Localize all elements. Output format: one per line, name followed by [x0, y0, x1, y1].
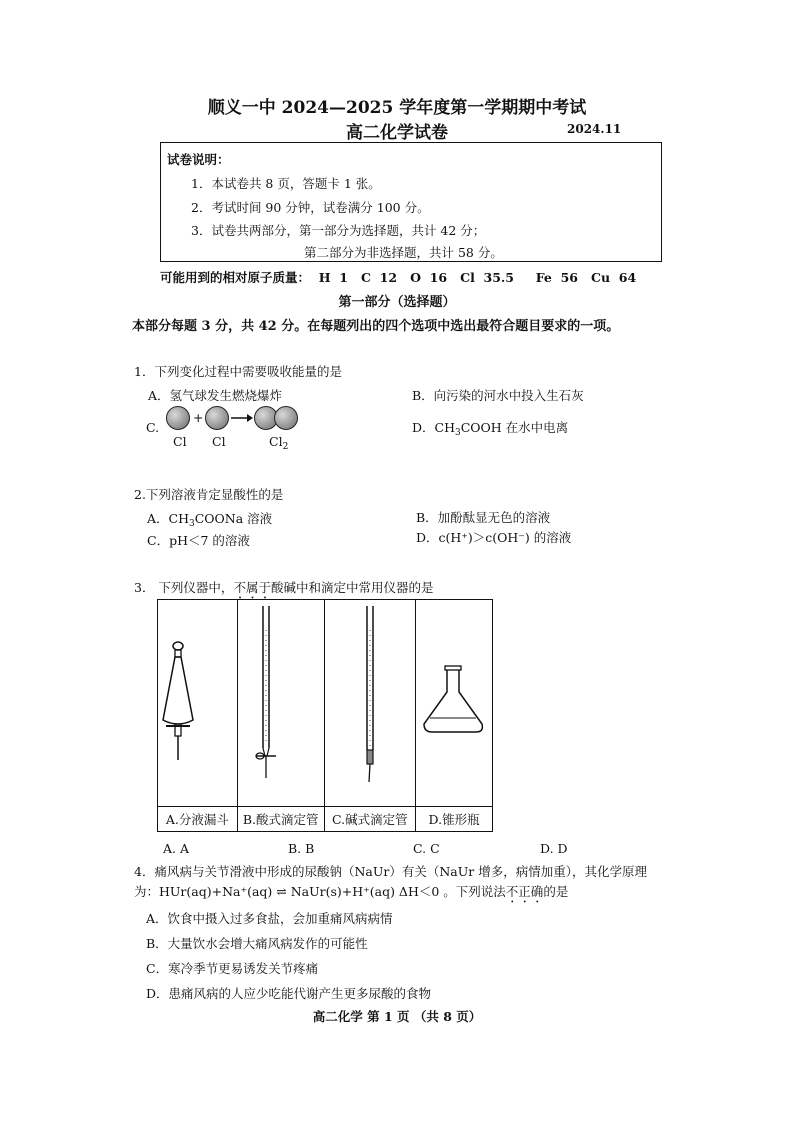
plus-sign-icon: + — [193, 410, 204, 425]
cl-atom-icon — [205, 406, 229, 430]
part1-title: 第一部分（选择题） — [338, 295, 456, 310]
page-footer: 高二化学 第 1 页 （共 8 页） — [312, 1009, 482, 1024]
q4-stem-line2: 为：HUr(aq)+Na⁺(aq) ⇌ NaUr(s)+H⁺(aq) ΔH＜0 。下列说法不正确的是 — [134, 884, 569, 899]
acid-burette-icon — [238, 600, 325, 806]
instrument-label-c: C.碱式滴定管 — [324, 807, 416, 832]
q3-option-a[interactable]: A. A — [163, 841, 190, 856]
conical-flask-cell — [416, 600, 493, 807]
part1-instruction: 本部分每题 3 分，共 42 分。在每题列出的四个选项中选出最符合题目要求的一项。 — [132, 319, 620, 334]
instrument-label-b: B.酸式滴定管 — [237, 807, 324, 832]
base-burette-icon — [325, 600, 417, 806]
q4-stem-line1: 4．痛风病与关节滑液中形成的尿酸钠（NaUr）有关（NaUr 增多，病情加重），其化学原理 — [134, 864, 647, 879]
q1-option-b[interactable]: B．向污染的河水中投入生石灰 — [412, 388, 584, 403]
q3-option-d[interactable]: D. D — [540, 841, 568, 856]
exam-date: 2024.11 — [567, 122, 622, 136]
exam-subtitle: 高二化学试卷 — [346, 123, 448, 143]
q3-option-b[interactable]: B. B — [288, 841, 315, 856]
q1-option-d[interactable]: D．$CH_3COOH$ 在水中电离 — [412, 420, 569, 438]
cl2-label: $Cl_2$ — [269, 434, 289, 452]
cl2-atom-right-icon — [274, 406, 298, 430]
q2-option-c[interactable]: C．pH＜7 的溶液 — [147, 533, 250, 548]
separatory-funnel-cell — [158, 600, 238, 807]
instruction-item: 2．考试时间 90 分钟，试卷满分 100 分。 — [191, 200, 430, 215]
q2-option-b[interactable]: B．加酚酞显无色的溶液 — [416, 510, 551, 525]
q1-stem: 1．下列变化过程中需要吸收能量的是 — [134, 364, 342, 379]
instrument-table — [157, 599, 493, 832]
q4-option-a[interactable]: A．饮食中摄入过多食盐，会加重痛风病病情 — [146, 911, 393, 926]
exam-title: 顺义一中 2024—2025 学年度第一学期期中考试 — [207, 98, 587, 118]
instructions-heading: 试卷说明： — [167, 152, 230, 167]
q2-stem: 2.下列溶液肯定显酸性的是 — [134, 487, 284, 502]
q3-option-c[interactable]: C. C — [413, 841, 440, 856]
instruction-item-continued: 第二部分为非选择题，共计 58 分。 — [304, 245, 503, 260]
q1-option-c[interactable] — [146, 404, 316, 452]
instruction-item: 1．本试卷共 8 页，答题卡 1 张。 — [191, 176, 381, 191]
q4-option-d[interactable]: D．患痛风病的人应少吃能代谢产生更多尿酸的食物 — [146, 986, 432, 1001]
q1-option-c-label: C. — [146, 420, 160, 435]
q2-option-a[interactable]: A．$CH_3COONa$ 溶液 — [147, 511, 273, 529]
instruction-item: 3．试卷共两部分，第一部分为选择题，共计 42 分； — [191, 223, 486, 238]
instrument-label-a: A.分液漏斗 — [158, 807, 238, 832]
separatory-funnel-icon — [158, 600, 238, 806]
base-burette-cell — [324, 600, 416, 807]
q2-option-d[interactable]: D．c(H⁺)＞c(OH⁻) 的溶液 — [416, 530, 572, 545]
cl-label: Cl — [212, 434, 226, 449]
q4-option-c[interactable]: C．寒冷季节更易诱发关节疼痛 — [146, 961, 319, 976]
acid-burette-cell — [237, 600, 324, 807]
q1-option-a[interactable]: A．氢气球发生燃烧爆炸 — [148, 388, 283, 403]
q3-stem: 3． 下列仪器中，不属于酸碱中和滴定中常用仪器的是 — [134, 580, 434, 595]
cl-label: Cl — [173, 434, 187, 449]
cl-atom-icon — [166, 406, 190, 430]
instructions-box — [160, 142, 662, 262]
conical-flask-icon — [416, 600, 493, 806]
q4-option-b[interactable]: B．大量饮水会增大痛风病发作的可能性 — [146, 936, 368, 951]
arrow-right-icon — [231, 412, 253, 424]
atomic-masses: 可能用到的相对原子质量： H 1 C 12 O 16 Cl 35.5 Fe 56 Cu 64 — [160, 270, 637, 285]
instrument-label-d: D.锥形瓶 — [416, 807, 493, 832]
